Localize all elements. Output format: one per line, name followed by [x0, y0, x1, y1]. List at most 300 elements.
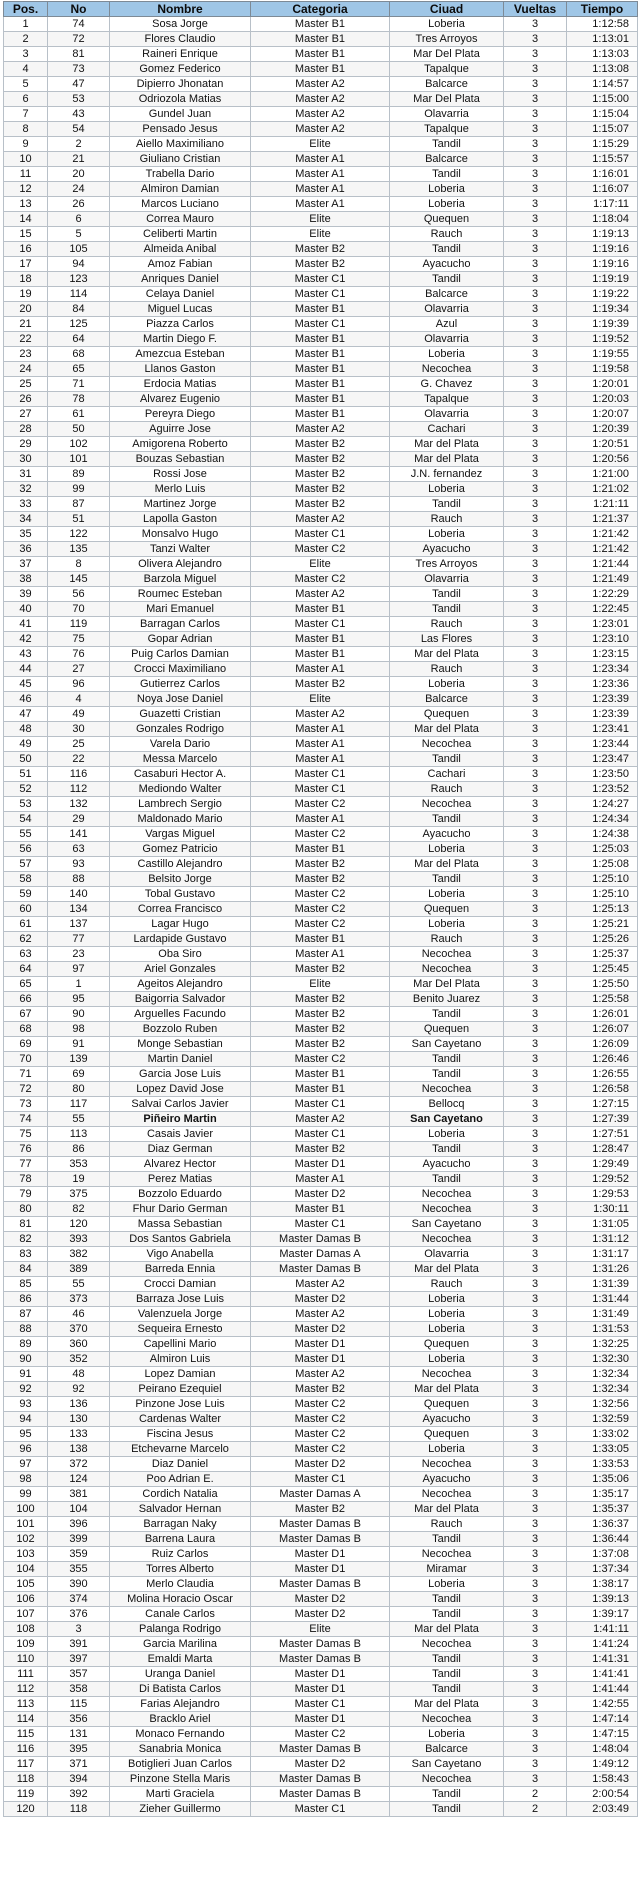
cell-name: Monsalvo Hugo — [110, 527, 251, 542]
cell-name: Baigorria Salvador — [110, 992, 251, 1007]
cell-category: Master A1 — [251, 152, 390, 167]
cell-category: Master B2 — [251, 857, 390, 872]
cell-city: Rauch — [390, 617, 504, 632]
cell-category: Master D2 — [251, 1292, 390, 1307]
cell-laps: 3 — [504, 857, 567, 872]
cell-number: 134 — [48, 902, 110, 917]
cell-city: Ayacucho — [390, 542, 504, 557]
cell-category: Master A1 — [251, 722, 390, 737]
cell-time: 1:20:07 — [567, 407, 638, 422]
cell-city: Ayacucho — [390, 1157, 504, 1172]
cell-pos: 40 — [4, 602, 48, 617]
cell-category: Master C2 — [251, 1412, 390, 1427]
cell-number: 357 — [48, 1667, 110, 1682]
cell-number: 70 — [48, 602, 110, 617]
cell-city: Rauch — [390, 1517, 504, 1532]
cell-laps: 3 — [504, 1367, 567, 1382]
cell-time: 1:15:57 — [567, 152, 638, 167]
cell-category: Master C2 — [251, 1427, 390, 1442]
cell-number: 396 — [48, 1517, 110, 1532]
cell-laps: 3 — [504, 272, 567, 287]
cell-time: 1:31:44 — [567, 1292, 638, 1307]
cell-city: Cachari — [390, 767, 504, 782]
cell-laps: 3 — [504, 737, 567, 752]
cell-number: 135 — [48, 542, 110, 557]
cell-number: 117 — [48, 1097, 110, 1112]
cell-number: 381 — [48, 1487, 110, 1502]
cell-laps: 3 — [504, 827, 567, 842]
table-row — [4, 347, 638, 362]
cell-number: 55 — [48, 1112, 110, 1127]
cell-pos: 68 — [4, 1022, 48, 1037]
cell-time: 1:23:47 — [567, 752, 638, 767]
table-row — [4, 782, 638, 797]
cell-number: 8 — [48, 557, 110, 572]
cell-time: 1:13:03 — [567, 47, 638, 62]
cell-time: 1:20:51 — [567, 437, 638, 452]
cell-category: Master C1 — [251, 1802, 390, 1817]
cell-name: Barrena Laura — [110, 1532, 251, 1547]
cell-time: 1:39:17 — [567, 1607, 638, 1622]
table-row — [4, 1772, 638, 1787]
cell-laps: 3 — [504, 1532, 567, 1547]
cell-category: Elite — [251, 977, 390, 992]
cell-category: Master B1 — [251, 17, 390, 32]
cell-laps: 3 — [504, 1517, 567, 1532]
cell-name: Gutierrez Carlos — [110, 677, 251, 692]
cell-pos: 86 — [4, 1292, 48, 1307]
cell-number: 132 — [48, 797, 110, 812]
cell-name: Bracklo Ariel — [110, 1712, 251, 1727]
cell-laps: 3 — [504, 1247, 567, 1262]
cell-name: Barreda Ennia — [110, 1262, 251, 1277]
cell-city: Mar del Plata — [390, 1382, 504, 1397]
cell-laps: 3 — [504, 1172, 567, 1187]
cell-number: 390 — [48, 1577, 110, 1592]
cell-city: Mar del Plata — [390, 857, 504, 872]
cell-time: 1:19:22 — [567, 287, 638, 302]
table-row — [4, 422, 638, 437]
cell-pos: 25 — [4, 377, 48, 392]
table-row — [4, 362, 638, 377]
cell-city: Loberia — [390, 1352, 504, 1367]
table-row — [4, 1097, 638, 1112]
cell-city: Loberia — [390, 17, 504, 32]
cell-name: Lambrech Sergio — [110, 797, 251, 812]
cell-name: Alvarez Eugenio — [110, 392, 251, 407]
table-row — [4, 167, 638, 182]
cell-pos: 29 — [4, 437, 48, 452]
cell-name: Belsito Jorge — [110, 872, 251, 887]
cell-category: Master B1 — [251, 632, 390, 647]
cell-name: Noya Jose Daniel — [110, 692, 251, 707]
cell-number: 25 — [48, 737, 110, 752]
cell-time: 1:33:05 — [567, 1442, 638, 1457]
cell-number: 115 — [48, 1697, 110, 1712]
cell-time: 1:20:56 — [567, 452, 638, 467]
cell-number: 84 — [48, 302, 110, 317]
cell-category: Master B2 — [251, 242, 390, 257]
cell-number: 50 — [48, 422, 110, 437]
cell-city: Tandil — [390, 1607, 504, 1622]
cell-time: 1:21:02 — [567, 482, 638, 497]
cell-city: Tandil — [390, 1007, 504, 1022]
cell-name: Barzola Miguel — [110, 572, 251, 587]
cell-city: J.N. fernandez — [390, 467, 504, 482]
cell-name: Rossi Jose — [110, 467, 251, 482]
cell-time: 1:15:00 — [567, 92, 638, 107]
cell-laps: 3 — [504, 257, 567, 272]
table-row — [4, 1502, 638, 1517]
cell-category: Elite — [251, 227, 390, 242]
cell-pos: 15 — [4, 227, 48, 242]
cell-laps: 3 — [504, 302, 567, 317]
table-row — [4, 92, 638, 107]
cell-pos: 31 — [4, 467, 48, 482]
cell-city: Necochea — [390, 962, 504, 977]
cell-laps: 3 — [504, 1052, 567, 1067]
cell-pos: 114 — [4, 1712, 48, 1727]
cell-time: 1:18:04 — [567, 212, 638, 227]
cell-city: Loberia — [390, 842, 504, 857]
cell-name: Gopar Adrian — [110, 632, 251, 647]
cell-city: Quequen — [390, 1022, 504, 1037]
cell-pos: 73 — [4, 1097, 48, 1112]
cell-category: Master B2 — [251, 677, 390, 692]
cell-city: Mar Del Plata — [390, 92, 504, 107]
cell-category: Master A1 — [251, 182, 390, 197]
cell-number: 80 — [48, 1082, 110, 1097]
cell-category: Master D2 — [251, 1457, 390, 1472]
cell-time: 1:26:58 — [567, 1082, 638, 1097]
cell-pos: 18 — [4, 272, 48, 287]
cell-name: Salvador Hernan — [110, 1502, 251, 1517]
cell-laps: 3 — [504, 392, 567, 407]
cell-laps: 3 — [504, 1487, 567, 1502]
cell-city: Ayacucho — [390, 1412, 504, 1427]
cell-number: 356 — [48, 1712, 110, 1727]
cell-laps: 3 — [504, 932, 567, 947]
cell-category: Master D1 — [251, 1352, 390, 1367]
table-row — [4, 122, 638, 137]
cell-laps: 3 — [504, 242, 567, 257]
cell-city: Olavarria — [390, 302, 504, 317]
cell-number: 92 — [48, 1382, 110, 1397]
cell-name: Massa Sebastian — [110, 1217, 251, 1232]
table-row — [4, 572, 638, 587]
table-row — [4, 332, 638, 347]
cell-time: 1:28:47 — [567, 1142, 638, 1157]
cell-pos: 70 — [4, 1052, 48, 1067]
cell-category: Master C2 — [251, 542, 390, 557]
table-row — [4, 527, 638, 542]
table-row — [4, 767, 638, 782]
cell-city: Quequen — [390, 1427, 504, 1442]
cell-time: 1:19:39 — [567, 317, 638, 332]
cell-laps: 3 — [504, 947, 567, 962]
cell-city: Quequen — [390, 1397, 504, 1412]
cell-pos: 88 — [4, 1322, 48, 1337]
cell-number: 1 — [48, 977, 110, 992]
cell-name: Dipierro Jhonatan — [110, 77, 251, 92]
cell-category: Master B2 — [251, 257, 390, 272]
cell-name: Poo Adrian E. — [110, 1472, 251, 1487]
cell-name: Garcia Jose Luis — [110, 1067, 251, 1082]
cell-category: Master A2 — [251, 77, 390, 92]
cell-category: Master C1 — [251, 1127, 390, 1142]
cell-time: 1:31:49 — [567, 1307, 638, 1322]
cell-name: Canale Carlos — [110, 1607, 251, 1622]
cell-number: 389 — [48, 1262, 110, 1277]
cell-name: Piazza Carlos — [110, 317, 251, 332]
cell-time: 1:26:55 — [567, 1067, 638, 1082]
cell-name: Arguelles Facundo — [110, 1007, 251, 1022]
cell-number: 112 — [48, 782, 110, 797]
cell-name: Casaburi Hector A. — [110, 767, 251, 782]
table-row — [4, 977, 638, 992]
cell-number: 136 — [48, 1397, 110, 1412]
cell-laps: 3 — [504, 632, 567, 647]
cell-pos: 99 — [4, 1487, 48, 1502]
cell-time: 1:23:36 — [567, 677, 638, 692]
table-row — [4, 287, 638, 302]
cell-name: Varela Dario — [110, 737, 251, 752]
cell-name: Flores Claudio — [110, 32, 251, 47]
cell-number: 5 — [48, 227, 110, 242]
column-header-city: Ciuad — [390, 2, 504, 17]
cell-name: Bouzas Sebastian — [110, 452, 251, 467]
cell-number: 97 — [48, 962, 110, 977]
cell-pos: 105 — [4, 1577, 48, 1592]
cell-city: Azul — [390, 317, 504, 332]
cell-category: Master B1 — [251, 1082, 390, 1097]
cell-category: Master B1 — [251, 1067, 390, 1082]
cell-city: Necochea — [390, 947, 504, 962]
cell-city: Miramar — [390, 1562, 504, 1577]
cell-category: Master C2 — [251, 1727, 390, 1742]
table-row — [4, 1757, 638, 1772]
cell-category: Master Damas B — [251, 1652, 390, 1667]
cell-category: Elite — [251, 557, 390, 572]
cell-laps: 3 — [504, 1322, 567, 1337]
cell-category: Master Damas B — [251, 1517, 390, 1532]
cell-name: Raineri Enrique — [110, 47, 251, 62]
cell-time: 1:24:38 — [567, 827, 638, 842]
cell-category: Master B2 — [251, 437, 390, 452]
table-row — [4, 1232, 638, 1247]
table-row — [4, 887, 638, 902]
cell-laps: 3 — [504, 887, 567, 902]
cell-pos: 66 — [4, 992, 48, 1007]
cell-category: Master A2 — [251, 92, 390, 107]
cell-number: 49 — [48, 707, 110, 722]
cell-time: 1:25:13 — [567, 902, 638, 917]
cell-pos: 10 — [4, 152, 48, 167]
table-row — [4, 617, 638, 632]
cell-time: 1:27:39 — [567, 1112, 638, 1127]
cell-pos: 96 — [4, 1442, 48, 1457]
cell-pos: 97 — [4, 1457, 48, 1472]
cell-pos: 84 — [4, 1262, 48, 1277]
table-row — [4, 1292, 638, 1307]
cell-number: 120 — [48, 1217, 110, 1232]
cell-name: Amoz Fabian — [110, 257, 251, 272]
cell-number: 138 — [48, 1442, 110, 1457]
cell-category: Master C2 — [251, 1052, 390, 1067]
cell-city: Balcarce — [390, 287, 504, 302]
cell-city: Necochea — [390, 1712, 504, 1727]
cell-pos: 80 — [4, 1202, 48, 1217]
cell-laps: 3 — [504, 1382, 567, 1397]
cell-category: Master A1 — [251, 947, 390, 962]
cell-laps: 3 — [504, 1607, 567, 1622]
cell-time: 1:19:52 — [567, 332, 638, 347]
cell-category: Master B2 — [251, 497, 390, 512]
table-row — [4, 1427, 638, 1442]
cell-city: San Cayetano — [390, 1112, 504, 1127]
cell-laps: 3 — [504, 347, 567, 362]
cell-pos: 52 — [4, 782, 48, 797]
table-row — [4, 1517, 638, 1532]
cell-pos: 43 — [4, 647, 48, 662]
table-row — [4, 1637, 638, 1652]
cell-city: San Cayetano — [390, 1217, 504, 1232]
cell-pos: 100 — [4, 1502, 48, 1517]
cell-laps: 3 — [504, 62, 567, 77]
cell-name: Odriozola Matias — [110, 92, 251, 107]
cell-city: Balcarce — [390, 77, 504, 92]
cell-number: 88 — [48, 872, 110, 887]
cell-category: Master A2 — [251, 512, 390, 527]
cell-number: 359 — [48, 1547, 110, 1562]
cell-name: Martin Daniel — [110, 1052, 251, 1067]
cell-name: Lopez David Jose — [110, 1082, 251, 1097]
cell-number: 53 — [48, 92, 110, 107]
cell-name: Mediondo Walter — [110, 782, 251, 797]
cell-number: 395 — [48, 1742, 110, 1757]
cell-category: Master Damas B — [251, 1742, 390, 1757]
cell-name: Pensado Jesus — [110, 122, 251, 137]
cell-pos: 62 — [4, 932, 48, 947]
cell-name: Pinzone Stella Maris — [110, 1772, 251, 1787]
cell-laps: 3 — [504, 32, 567, 47]
cell-city: Benito Juarez — [390, 992, 504, 1007]
cell-pos: 93 — [4, 1397, 48, 1412]
cell-name: Bozzolo Ruben — [110, 1022, 251, 1037]
cell-city: Bellocq — [390, 1097, 504, 1112]
cell-laps: 3 — [504, 167, 567, 182]
cell-city: Loberia — [390, 482, 504, 497]
cell-laps: 3 — [504, 182, 567, 197]
table-row — [4, 452, 638, 467]
table-row — [4, 1412, 638, 1427]
cell-time: 1:23:39 — [567, 692, 638, 707]
cell-category: Master A2 — [251, 1112, 390, 1127]
cell-number: 391 — [48, 1637, 110, 1652]
cell-number: 43 — [48, 107, 110, 122]
cell-laps: 3 — [504, 452, 567, 467]
cell-time: 1:25:37 — [567, 947, 638, 962]
cell-category: Master C1 — [251, 1097, 390, 1112]
cell-pos: 74 — [4, 1112, 48, 1127]
cell-time: 1:27:51 — [567, 1127, 638, 1142]
cell-category: Master B1 — [251, 302, 390, 317]
cell-category: Master Damas B — [251, 1577, 390, 1592]
table-row — [4, 407, 638, 422]
cell-pos: 12 — [4, 182, 48, 197]
cell-time: 1:25:08 — [567, 857, 638, 872]
table-row — [4, 152, 638, 167]
cell-time: 1:35:06 — [567, 1472, 638, 1487]
cell-laps: 3 — [504, 422, 567, 437]
cell-number: 123 — [48, 272, 110, 287]
cell-time: 1:20:39 — [567, 422, 638, 437]
cell-category: Master D1 — [251, 1157, 390, 1172]
cell-city: Ayacucho — [390, 257, 504, 272]
table-row — [4, 947, 638, 962]
cell-category: Master A1 — [251, 197, 390, 212]
cell-city: Tres Arroyos — [390, 557, 504, 572]
cell-city: Tandil — [390, 1787, 504, 1802]
cell-time: 1:23:10 — [567, 632, 638, 647]
cell-pos: 82 — [4, 1232, 48, 1247]
table-row — [4, 1667, 638, 1682]
cell-category: Master B1 — [251, 1202, 390, 1217]
cell-time: 2:00:54 — [567, 1787, 638, 1802]
cell-time: 1:41:41 — [567, 1667, 638, 1682]
cell-laps: 3 — [504, 122, 567, 137]
cell-name: Cordich Natalia — [110, 1487, 251, 1502]
cell-number: 21 — [48, 152, 110, 167]
cell-laps: 2 — [504, 1802, 567, 1817]
column-header-category: Categoria — [251, 2, 390, 17]
cell-pos: 120 — [4, 1802, 48, 1817]
cell-number: 2 — [48, 137, 110, 152]
cell-category: Master B2 — [251, 992, 390, 1007]
cell-name: Roumec Esteban — [110, 587, 251, 602]
cell-city: Tapalque — [390, 392, 504, 407]
cell-pos: 98 — [4, 1472, 48, 1487]
cell-laps: 3 — [504, 1142, 567, 1157]
cell-pos: 71 — [4, 1067, 48, 1082]
cell-city: Las Flores — [390, 632, 504, 647]
cell-category: Master B1 — [251, 932, 390, 947]
cell-laps: 3 — [504, 902, 567, 917]
cell-number: 133 — [48, 1427, 110, 1442]
cell-category: Master Damas A — [251, 1247, 390, 1262]
cell-number: 105 — [48, 242, 110, 257]
column-header-laps: Vueltas — [504, 2, 567, 17]
cell-name: Sequeira Ernesto — [110, 1322, 251, 1337]
cell-laps: 3 — [504, 1742, 567, 1757]
table-row — [4, 1022, 638, 1037]
cell-number: 116 — [48, 767, 110, 782]
cell-number: 141 — [48, 827, 110, 842]
cell-time: 1:31:26 — [567, 1262, 638, 1277]
cell-category: Master D1 — [251, 1712, 390, 1727]
cell-laps: 3 — [504, 917, 567, 932]
cell-category: Master C2 — [251, 902, 390, 917]
cell-pos: 104 — [4, 1562, 48, 1577]
cell-pos: 79 — [4, 1187, 48, 1202]
cell-category: Elite — [251, 212, 390, 227]
table-row — [4, 182, 638, 197]
table-row — [4, 482, 638, 497]
cell-name: Fhur Dario German — [110, 1202, 251, 1217]
cell-laps: 3 — [504, 1472, 567, 1487]
table-row — [4, 1472, 638, 1487]
cell-time: 1:21:49 — [567, 572, 638, 587]
